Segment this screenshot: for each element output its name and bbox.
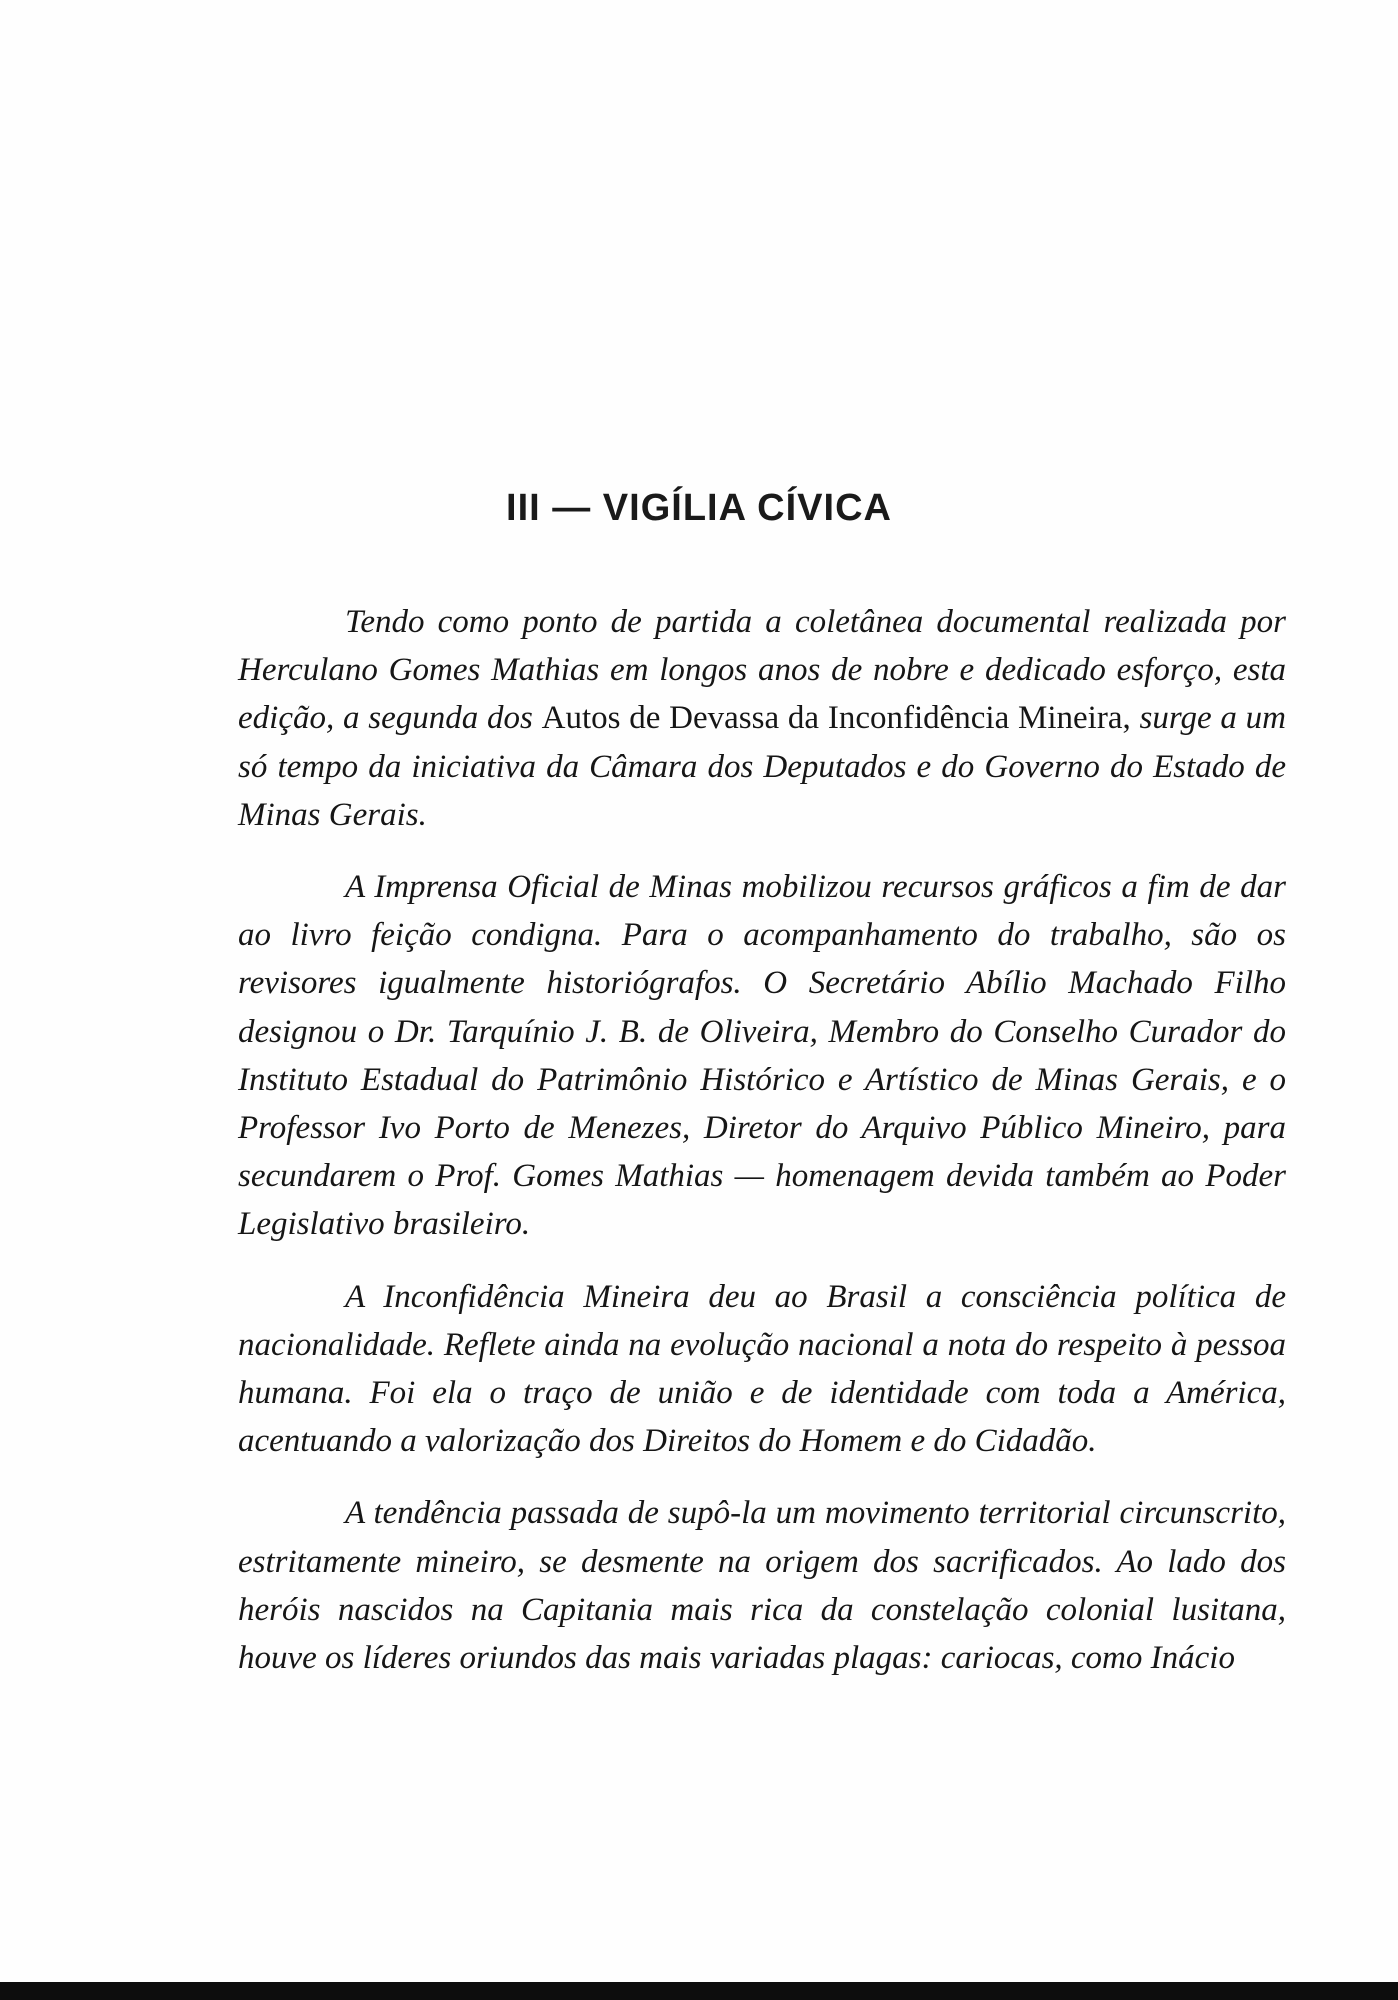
paragraph: A Inconfidência Mineira deu ao Brasil a consciência política de nacionalidade. Reflete ainda na evolução nacional a nota do respeito à pessoa humana. Foi ela o traço de união e de identidade com toda a América, acentuando a valorização dos Direitos do Homem e do Cidadão. bbox=[238, 1278, 1286, 1460]
book-title: Autos de Devassa da Inconfidência Mineira, bbox=[541, 700, 1131, 737]
page-bottom-edge bbox=[0, 1982, 1398, 2000]
paragraph-text: Tendo como ponto de partida a coletânea documental realizada por Herculano Gomes Mathias em longos anos de nobre e dedicado esforço, esta edição, a segunda dos bbox=[238, 604, 1286, 737]
paragraph-text: surge a um só tempo da iniciativa da Câmara dos Deputados e do Governo do Estado de Minas Gerais. bbox=[238, 700, 1286, 833]
paragraph: A Imprensa Oficial de Minas mobilizou recursos gráficos a fim de dar ao livro feição condigna. Para o acompanhamento do trabalho, são os revisores igualmente historiógrafos. O Secretário Abílio Machado Filho designou o Dr. Tarquínio J. B. de Oliveira, Membro do Conselho Curador do Instituto Estadual do Patrimônio Histórico e Artístico de Minas Gerais, e o Professor Ivo Porto de Menezes, Diretor do Arquivo Público Mineiro, para secundarem o Prof. Gomes Mathias — homenagem devida também ao Poder Legislativo brasileiro. bbox=[238, 869, 1286, 1243]
chapter-title: III — VIGÍLIA CÍVICA bbox=[506, 487, 892, 530]
body-text bbox=[238, 598, 1286, 1706]
paragraph: A tendência passada de supô-la um movimento territorial circunscrito, estritamente mineiro, se desmente na origem dos sacrificados. Ao lado dos heróis nascidos na Capitania mais rica da constelação colonial lusitana, houve os líderes oriundos das mais variadas plagas: cariocas, como Inácio bbox=[238, 1495, 1286, 1677]
paragraph bbox=[238, 598, 1286, 839]
